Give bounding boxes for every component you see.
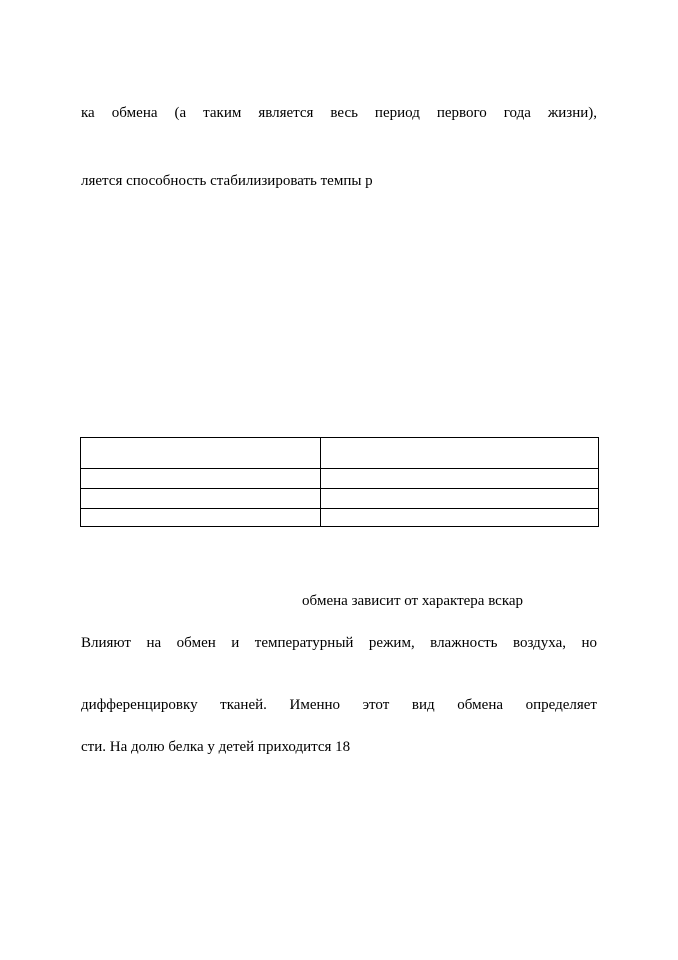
table-row <box>81 438 599 469</box>
table-cell <box>81 509 321 527</box>
text-line: Влияют на обмен и температурный режим, влажность воздуха, но <box>81 635 597 651</box>
table-cell <box>81 469 321 489</box>
table-row <box>81 489 599 509</box>
text-line: ка обмена (а таким является весь период первого года жизни), <box>81 105 597 121</box>
table-cell <box>321 469 599 489</box>
table-cell <box>321 509 599 527</box>
table-cell <box>81 438 321 469</box>
table-cell <box>321 489 599 509</box>
empty-table <box>80 437 599 527</box>
table-cell <box>81 489 321 509</box>
text-line: обмена зависит от характера вскар <box>302 593 524 609</box>
table-row <box>81 469 599 489</box>
table-cell <box>321 438 599 469</box>
table-row <box>81 509 599 527</box>
text-line: сти. На долю белка у детей приходится 18 <box>81 739 351 755</box>
text-line: ляется способность стабилизировать темпы р <box>81 173 373 189</box>
text-line: дифференцировку тканей. Именно этот вид обмена определяет <box>81 697 597 713</box>
